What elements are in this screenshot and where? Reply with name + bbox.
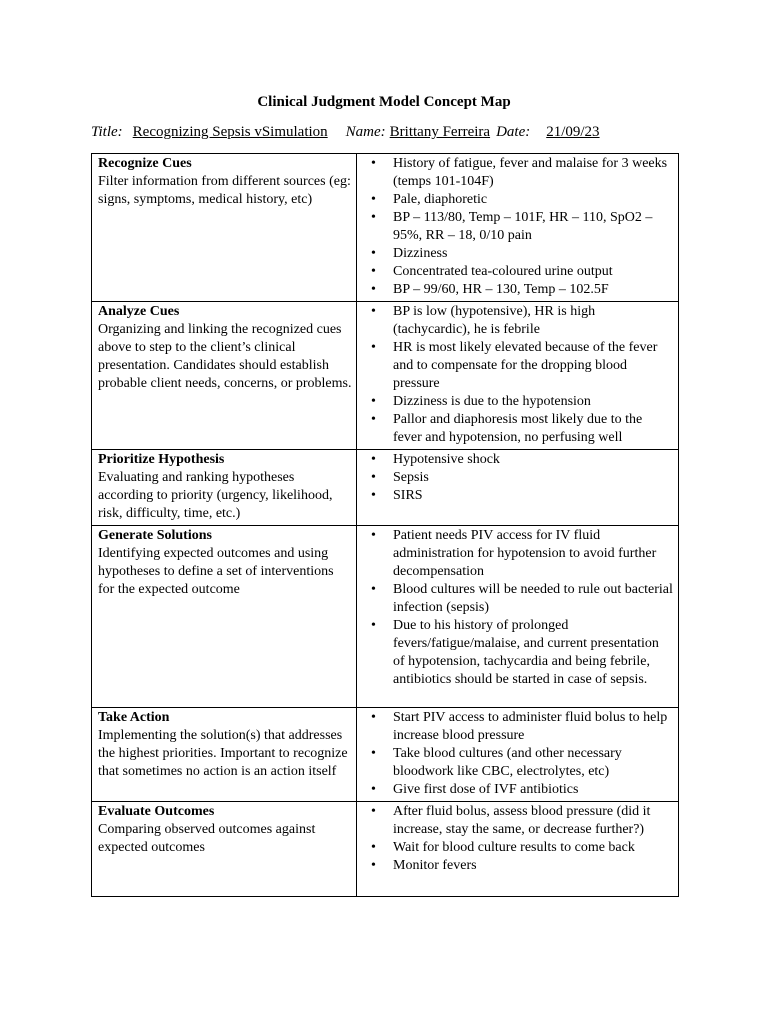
name-value: Brittany Ferreira (389, 124, 491, 140)
concept-map-table (91, 153, 679, 897)
table-row (92, 154, 679, 302)
name-label: Name: (345, 124, 386, 140)
stage-cell (92, 154, 357, 302)
stage-cell (92, 526, 357, 708)
table-row (92, 302, 679, 450)
list-item: • Start PIV access to administer fluid bolus to help increase blood pressure (383, 709, 674, 745)
title-value: Recognizing Sepsis vSimulation (132, 124, 328, 140)
stage-description: Filter information from different sources (eg: signs, symptoms, medical history, etc) (98, 174, 351, 207)
detail-cell (357, 526, 679, 708)
date-value: 21/09/23 (546, 124, 600, 140)
stage-description: Identifying expected outcomes and using hypotheses to define a set of interventions for the expected outcome (98, 546, 334, 597)
bullet-list (357, 451, 674, 505)
detail-cell (357, 450, 679, 526)
stage-name: Generate Solutions (98, 528, 212, 543)
list-item: • Patient needs PIV access for IV fluid administration for hypotension to avoid further decompensation (383, 527, 674, 581)
list-item: • Hypotensive shock (383, 451, 674, 469)
table-row (92, 708, 679, 802)
list-item: • Wait for blood culture results to come back (383, 839, 674, 857)
stage-cell (92, 802, 357, 897)
list-item: • HR is most likely elevated because of the fever and to compensate for the dropping blood pressure (383, 339, 674, 393)
stage-name: Evaluate Outcomes (98, 804, 215, 819)
list-item: • BP – 99/60, HR – 130, Temp – 102.5F (383, 281, 674, 299)
stage-cell (92, 708, 357, 802)
list-item: • History of fatigue, fever and malaise for 3 weeks (temps 101-104F) (383, 155, 674, 191)
bullet-list (357, 155, 674, 299)
stage-name: Take Action (98, 710, 170, 725)
table-row (92, 450, 679, 526)
bullet-list (357, 803, 674, 875)
stage-name: Analyze Cues (98, 304, 180, 319)
list-item: • Due to his history of prolonged fevers/fatigue/malaise, and current presentation of hypotension, tachycardia and being febrile, antibiotics should be started in case of sepsis. (383, 617, 674, 689)
detail-cell (357, 802, 679, 897)
document-meta-line (91, 123, 691, 141)
table-row (92, 802, 679, 897)
list-item: • Dizziness is due to the hypotension (383, 393, 674, 411)
stage-name: Prioritize Hypothesis (98, 452, 225, 467)
bullet-list (357, 527, 674, 689)
stage-description: Comparing observed outcomes against expected outcomes (98, 822, 316, 855)
bullet-list (357, 709, 674, 799)
list-item: • Concentrated tea-coloured urine output (383, 263, 674, 281)
list-item: • SIRS (383, 487, 674, 505)
document-heading: Clinical Judgment Model Concept Map (257, 94, 511, 110)
list-item: • Monitor fevers (383, 857, 674, 875)
date-label: Date: (496, 124, 531, 140)
list-item: • Pallor and diaphoresis most likely due to the fever and hypotension, no perfusing well (383, 411, 674, 447)
list-item: • Sepsis (383, 469, 674, 487)
bullet-list (357, 303, 674, 447)
list-item: • BP – 113/80, Temp – 101F, HR – 110, SpO2 – 95%, RR – 18, 0/10 pain (383, 209, 674, 245)
detail-cell (357, 708, 679, 802)
stage-description: Organizing and linking the recognized cues above to step to the client’s clinical presentation. Candidates should establish probable client needs, concerns, or problems. (98, 322, 352, 391)
list-item: • BP is low (hypotensive), HR is high (tachycardic), he is febrile (383, 303, 674, 339)
list-item: • Dizziness (383, 245, 674, 263)
stage-cell (92, 302, 357, 450)
list-item: • Pale, diaphoretic (383, 191, 674, 209)
stage-description: Implementing the solution(s) that addresses the highest priorities. Important to recognize that sometimes no action is an action itself (98, 728, 348, 779)
stage-name: Recognize Cues (98, 156, 192, 171)
list-item: • Take blood cultures (and other necessary bloodwork like CBC, electrolytes, etc) (383, 745, 674, 781)
title-label: Title: (91, 124, 123, 140)
table-row (92, 526, 679, 708)
list-item: • After fluid bolus, assess blood pressure (did it increase, stay the same, or decrease further?) (383, 803, 674, 839)
stage-description: Evaluating and ranking hypotheses according to priority (urgency, likelihood, risk, difficulty, time, etc.) (98, 470, 333, 521)
detail-cell (357, 302, 679, 450)
detail-cell (357, 154, 679, 302)
list-item: • Give first dose of IVF antibiotics (383, 781, 674, 799)
stage-cell (92, 450, 357, 526)
list-item: • Blood cultures will be needed to rule out bacterial infection (sepsis) (383, 581, 674, 617)
